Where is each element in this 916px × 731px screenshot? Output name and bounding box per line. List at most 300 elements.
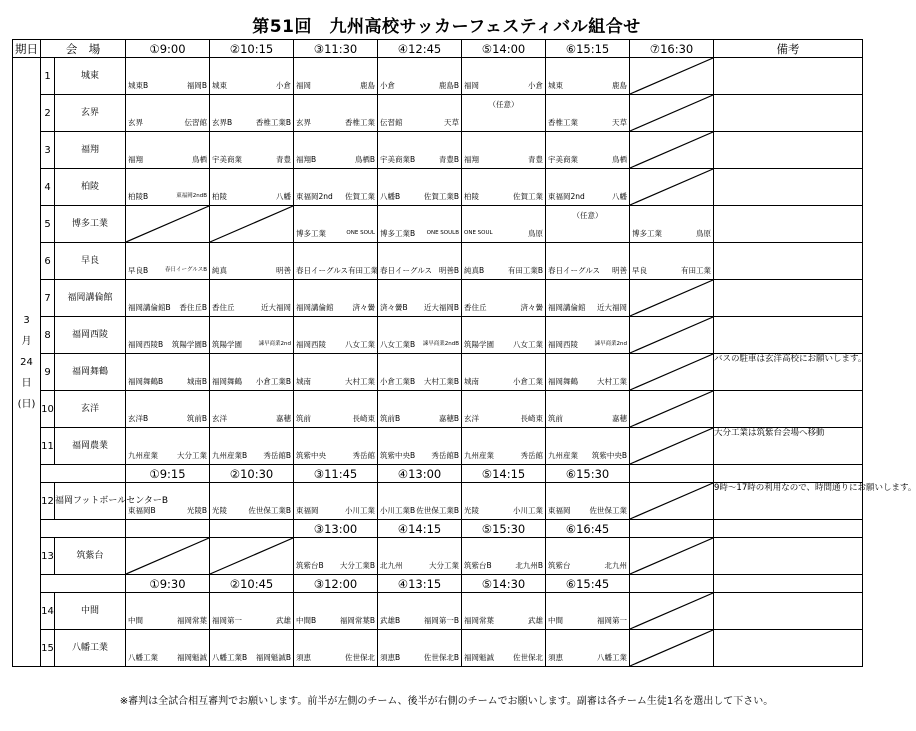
team-right: 嘉穂B: [438, 414, 459, 423]
match-cell: [546, 243, 630, 280]
match-cell: [294, 483, 378, 520]
header-time-3: ③11:30: [294, 40, 378, 58]
match-cell: [294, 206, 378, 243]
diagonal-slash-icon: [630, 354, 713, 390]
header-time-2: ②10:15: [210, 40, 294, 58]
match-pair: [380, 414, 459, 423]
team-left: 伝習館: [380, 118, 403, 127]
optional-note: （任意）: [488, 100, 519, 109]
team-right: 諫早商業2nd: [594, 341, 627, 347]
match-pair: [464, 451, 543, 460]
match-cell: [294, 354, 378, 391]
date-part: 24: [20, 356, 33, 368]
optional-note: （任意）: [572, 211, 603, 220]
match-cell: [378, 280, 462, 317]
team-left: 玄界: [128, 118, 143, 127]
match-cell: [210, 95, 294, 132]
match-pair: [380, 561, 459, 570]
match-cell: [378, 593, 462, 630]
header-time-7: ⑦16:30: [630, 40, 714, 58]
match-pair: [212, 266, 291, 275]
schedule-row: [13, 206, 863, 243]
match-cell: [378, 630, 462, 667]
team-right: 福岡第一B: [423, 616, 459, 625]
match-cell: [546, 354, 630, 391]
match-pair: [464, 229, 543, 238]
subheader-time-7: [630, 465, 714, 483]
match-pair: [380, 506, 459, 515]
team-right: 筑前B: [186, 414, 207, 423]
subheader-time-1: [126, 520, 210, 538]
match-pair: [380, 81, 459, 90]
team-left: 早良B: [128, 266, 149, 275]
no-match-cell: [630, 317, 714, 354]
match-cell: [546, 132, 630, 169]
team-left: 福岡講倫館: [296, 303, 334, 312]
match-pair: [548, 340, 627, 349]
team-left: 福岡講倫館B: [128, 303, 171, 312]
venue-name: 福岡西陵: [55, 317, 126, 354]
no-match-cell: [630, 132, 714, 169]
match-pair: [128, 451, 207, 460]
schedule-row: [13, 630, 863, 667]
schedule-table: [12, 39, 916, 667]
match-cell: [546, 593, 630, 630]
match-cell: [294, 317, 378, 354]
team-left: 春日イーグルス: [548, 266, 601, 275]
match-pair: [128, 377, 207, 386]
match-cell: [462, 206, 546, 243]
team-right: 福岡第一: [597, 616, 627, 625]
match-cell: [126, 95, 210, 132]
team-right: 筑紫中央B: [591, 451, 627, 460]
team-left: 筑紫中央: [296, 451, 326, 460]
team-left: 玄洋B: [128, 414, 149, 423]
venue-name: 中間: [55, 593, 126, 630]
no-match-cell: [126, 206, 210, 243]
match-pair: [128, 340, 207, 349]
match-pair: [296, 506, 375, 515]
no-match-cell: [630, 280, 714, 317]
match-cell: [126, 169, 210, 206]
match-cell: [210, 483, 294, 520]
match-pair: [212, 81, 291, 90]
match-pair: [548, 506, 627, 515]
team-right: 小川工業: [513, 506, 543, 515]
match-pair: [212, 414, 291, 423]
team-left: 東福岡B: [128, 506, 156, 515]
match-pair: [380, 118, 459, 127]
team-right: 青豊B: [438, 155, 459, 164]
schedule-row: [13, 483, 863, 520]
match-pair: [296, 653, 375, 662]
match-cell: [462, 243, 546, 280]
match-pair: [548, 414, 627, 423]
schedule-row: [13, 538, 863, 575]
schedule-row: [13, 428, 863, 465]
team-right: 鳥原: [696, 229, 711, 238]
match-pair: [548, 118, 627, 127]
team-right: 筑陽学園B: [171, 340, 207, 349]
team-right: 小川工業: [345, 506, 375, 515]
team-left: 筑陽学園: [464, 340, 494, 349]
match-pair: [380, 451, 459, 460]
team-right: 秀岳館: [352, 451, 375, 460]
match-pair: [464, 561, 543, 570]
team-left: 博多工業: [632, 229, 662, 238]
team-right: 佐世保北: [513, 653, 543, 662]
team-left: 小川工業B: [380, 506, 416, 515]
team-right: 秀岳館: [520, 451, 543, 460]
team-right: 八女工業: [345, 340, 375, 349]
team-right: 長崎東: [520, 414, 543, 423]
team-left: 純真B: [464, 266, 485, 275]
subheader-time-4: ④14:15: [378, 520, 462, 538]
subheader-time-3: ③13:00: [294, 520, 378, 538]
match-pair: [212, 616, 291, 625]
match-cell: [546, 391, 630, 428]
header-date: 期日: [13, 40, 41, 58]
time-subheader-row: [13, 465, 863, 483]
match-pair: [548, 451, 627, 460]
team-left: 純真: [212, 266, 227, 275]
team-left: 福翔: [464, 155, 479, 164]
match-cell: [210, 58, 294, 95]
team-right: 春日イーグルスB: [165, 267, 207, 273]
team-right: 大分工業: [177, 451, 207, 460]
match-cell: [462, 132, 546, 169]
venue-name: 福岡舞鶴: [55, 354, 126, 391]
match-cell: [126, 243, 210, 280]
match-cell: [210, 391, 294, 428]
team-left: 福岡: [464, 81, 479, 90]
venue-number: 6: [41, 243, 55, 280]
remarks-cell: [714, 169, 863, 206]
match-cell: [378, 538, 462, 575]
no-match-cell: [126, 538, 210, 575]
match-cell: [378, 428, 462, 465]
subheader-time-3: ③12:00: [294, 575, 378, 593]
match-pair: [548, 616, 627, 625]
team-left: 香住丘: [464, 303, 487, 312]
team-left: 東福岡2nd: [548, 192, 585, 201]
team-left: 柏陵B: [128, 192, 149, 201]
team-right: 八女工業: [513, 340, 543, 349]
team-right: 八幡工業: [597, 653, 627, 662]
match-pair: [128, 155, 207, 164]
schedule-row: [13, 95, 863, 132]
match-cell: [294, 58, 378, 95]
match-cell: [378, 243, 462, 280]
team-right: 佐賀工業: [513, 192, 543, 201]
team-left: 博多工業: [296, 229, 326, 238]
team-right: 鳥栖B: [354, 155, 375, 164]
team-right: 秀岳館B: [263, 451, 291, 460]
no-match-cell: [210, 206, 294, 243]
team-right: 城南B: [186, 377, 207, 386]
match-pair: [548, 81, 627, 90]
remarks-cell: [714, 391, 863, 428]
team-right: 武雄: [276, 616, 291, 625]
team-left: 九州産業: [464, 451, 494, 460]
team-left: 宇美商業B: [380, 155, 416, 164]
team-left: 博多工業B: [380, 229, 416, 238]
diagonal-slash-icon: [630, 280, 713, 316]
team-right: 北九州B: [515, 561, 543, 570]
remarks-cell: バスの駐車は玄洋高校にお願いします。: [714, 354, 863, 391]
team-right: 小倉: [528, 81, 543, 90]
subheader-time-6: ⑥16:45: [546, 520, 630, 538]
team-left: 須恵B: [380, 653, 401, 662]
match-cell: [294, 538, 378, 575]
team-right: 大分工業B: [339, 561, 375, 570]
schedule-row: [13, 58, 863, 95]
match-cell: [126, 428, 210, 465]
match-cell: [546, 538, 630, 575]
match-cell: [546, 280, 630, 317]
team-right: 小倉: [276, 81, 291, 90]
team-right: 福岡常葉: [177, 616, 207, 625]
match-pair: [548, 653, 627, 662]
subheader-remarks-blank: [714, 465, 863, 483]
page-title: 第51回 九州高校サッカーフェスティバル組合せ: [252, 17, 641, 37]
match-cell: [126, 280, 210, 317]
match-cell: [462, 538, 546, 575]
team-left: 須恵: [296, 653, 311, 662]
subheader-time-2: ②10:45: [210, 575, 294, 593]
team-left: 玄界B: [212, 118, 233, 127]
team-left: 城東: [548, 81, 563, 90]
team-left: 東福岡: [548, 506, 571, 515]
no-match-cell: [630, 593, 714, 630]
match-cell: [126, 132, 210, 169]
no-match-cell: [630, 428, 714, 465]
match-pair: [632, 266, 711, 275]
venue-name: 福翔: [55, 132, 126, 169]
team-right: 鹿島B: [438, 81, 459, 90]
team-right: 鹿島: [612, 81, 627, 90]
team-right: 福岡魁誠B: [255, 653, 291, 662]
team-left: 八幡B: [380, 192, 401, 201]
match-cell: [126, 593, 210, 630]
diagonal-slash-icon: [630, 391, 713, 427]
remarks-cell: [714, 280, 863, 317]
team-right: 佐世保北B: [423, 653, 459, 662]
header-time-6: ⑥15:15: [546, 40, 630, 58]
team-left: 玄洋: [212, 414, 227, 423]
team-left: 九州産業: [128, 451, 158, 460]
team-right: 有田工業: [681, 266, 711, 275]
match-cell: [378, 354, 462, 391]
match-pair: [296, 266, 379, 275]
subheader-time-4: ④13:00: [378, 465, 462, 483]
match-cell: [294, 280, 378, 317]
diagonal-slash-icon: [126, 538, 209, 574]
match-pair: [128, 506, 207, 515]
team-right: 大分工業: [429, 561, 459, 570]
remarks-cell: 大分工業は筑紫台会場へ移動: [714, 428, 863, 465]
team-right: 青豊: [528, 155, 543, 164]
team-right: 福岡常葉B: [339, 616, 375, 625]
team-left: 八幡工業B: [212, 653, 248, 662]
footnote: ※審判は全試合相互審判でお願いします。前半が左側のチーム、後半が右側のチームでお願いします。副審は各チーム生徒1名を選出して下さい。: [119, 696, 774, 707]
match-cell: [378, 95, 462, 132]
match-pair: [296, 616, 375, 625]
match-cell: [546, 483, 630, 520]
venue-number: 5: [41, 206, 55, 243]
venue-name: 博多工業: [55, 206, 126, 243]
schedule-row: [13, 317, 863, 354]
subheader-time-6: ⑥15:30: [546, 465, 630, 483]
match-pair: [128, 303, 207, 312]
no-match-cell: [630, 483, 714, 520]
team-left: 光陵: [464, 506, 479, 515]
diagonal-slash-icon: [630, 317, 713, 353]
match-cell: [546, 95, 630, 132]
match-cell: [378, 317, 462, 354]
team-left: 福岡舞鶴B: [128, 377, 164, 386]
match-cell: [126, 483, 210, 520]
team-right: 近大福岡: [597, 303, 627, 312]
team-left: 福岡常葉: [464, 616, 494, 625]
team-right: 鹿島: [360, 81, 375, 90]
match-pair: [380, 229, 459, 238]
team-left: 福岡講倫館: [548, 303, 586, 312]
team-right: 近大福岡: [261, 303, 291, 312]
diagonal-slash-icon: [210, 538, 293, 574]
match-cell: [210, 169, 294, 206]
remarks-cell: [714, 206, 863, 243]
match-cell: [546, 630, 630, 667]
subheader-time-7: [630, 520, 714, 538]
time-subheader-row: [13, 520, 863, 538]
venue-name: 城東: [55, 58, 126, 95]
team-right: 北九州: [604, 561, 627, 570]
match-cell: [210, 630, 294, 667]
no-match-cell: [630, 391, 714, 428]
remarks-cell: [714, 95, 863, 132]
match-pair: [212, 340, 291, 349]
team-left: 光陵: [212, 506, 227, 515]
match-cell: [378, 206, 462, 243]
subheader-time-2: ②10:30: [210, 465, 294, 483]
header-row: [13, 40, 863, 58]
team-right: 諫早商業2ndB: [422, 341, 459, 347]
team-right: 佐世保工業B: [248, 506, 291, 515]
date-part: 日: [21, 377, 32, 389]
diagonal-slash-icon: [126, 206, 209, 242]
match-cell: [462, 317, 546, 354]
match-pair: [128, 616, 207, 625]
match-pair: [212, 155, 291, 164]
venue-name: 筑紫台: [55, 538, 126, 575]
diagonal-slash-icon: [630, 483, 713, 519]
team-left: 筑前: [548, 414, 563, 423]
match-cell: [378, 132, 462, 169]
match-cell: [126, 317, 210, 354]
match-cell: [126, 354, 210, 391]
match-pair: [296, 414, 375, 423]
venue-number: 7: [41, 280, 55, 317]
team-left: 春日イーグルス: [296, 266, 349, 275]
subheader-time-5: ⑤14:30: [462, 575, 546, 593]
date-part: (日): [17, 398, 36, 410]
team-right: 香住丘B: [179, 303, 207, 312]
team-left: 済々黌B: [380, 303, 408, 312]
no-match-cell: [630, 630, 714, 667]
header-time-5: ⑤14:00: [462, 40, 546, 58]
subheader-remarks-blank: [714, 520, 863, 538]
team-right: 有田工業: [348, 266, 379, 275]
date-cell: [13, 58, 41, 667]
subheader-time-7: [630, 575, 714, 593]
remarks-cell: [714, 243, 863, 280]
match-pair: [296, 377, 375, 386]
diagonal-slash-icon: [630, 95, 713, 131]
team-left: 福岡舞鶴: [212, 377, 242, 386]
match-cell: [210, 593, 294, 630]
no-match-cell: [630, 58, 714, 95]
no-match-cell: [630, 354, 714, 391]
venue-name: 八幡工業: [55, 630, 126, 667]
match-pair: [128, 414, 207, 423]
team-left: 香椎工業: [548, 118, 578, 127]
team-left: 須恵: [548, 653, 563, 662]
match-cell: [294, 95, 378, 132]
team-left: 春日イーグルス: [380, 266, 433, 275]
venue-number: 1: [41, 58, 55, 95]
team-left: 福岡: [296, 81, 311, 90]
team-left: 柏陵: [464, 192, 479, 201]
team-left: 筑紫台B: [296, 561, 324, 570]
team-left: 筑前: [296, 414, 311, 423]
team-right: 佐世保工業: [589, 506, 627, 515]
match-pair: [464, 266, 543, 275]
match-pair: [464, 155, 543, 164]
match-cell: [294, 169, 378, 206]
diagonal-slash-icon: [630, 538, 713, 574]
subheader-time-1: ①9:15: [126, 465, 210, 483]
team-right: 鳥栖: [192, 155, 207, 164]
subheader-blank: [41, 465, 126, 483]
match-cell: [210, 428, 294, 465]
venue-number: 8: [41, 317, 55, 354]
match-pair: [380, 192, 459, 201]
match-cell: [378, 58, 462, 95]
match-pair: [380, 155, 459, 164]
remarks-cell: [714, 58, 863, 95]
team-left: 筑前B: [380, 414, 401, 423]
match-cell: [210, 243, 294, 280]
team-right: 秀岳館B: [431, 451, 459, 460]
date-part: 月: [21, 335, 32, 347]
team-left: 玄洋: [464, 414, 479, 423]
team-right: 小倉工業: [513, 377, 543, 386]
match-pair: [548, 561, 627, 570]
team-right: 明善: [612, 266, 627, 275]
venue-number: 15: [41, 630, 55, 667]
team-left: 福岡西陵: [548, 340, 578, 349]
team-left: 福翔: [128, 155, 143, 164]
match-cell: [462, 630, 546, 667]
team-right: 明善B: [438, 266, 459, 275]
venue-name: 福岡農業: [55, 428, 126, 465]
match-pair: [548, 303, 627, 312]
subheader-blank: [41, 575, 126, 593]
team-right: 大村工業: [345, 377, 375, 386]
team-left: 小倉: [380, 81, 395, 90]
venue-name: 柏陵: [55, 169, 126, 206]
